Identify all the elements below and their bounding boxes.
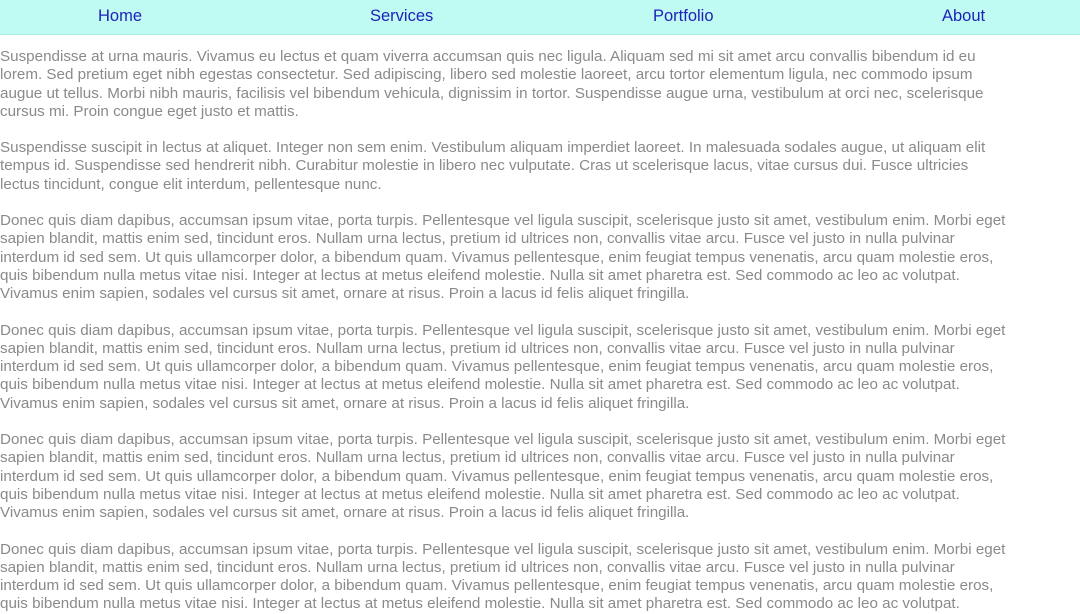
paragraph-line: interdum id sed sem. Ut quis ullamcorper dolor, a bibendum quam. Vivamus pellentesque, enim feugiat tempus venenatis, arcu quam molestie eros, (0, 358, 994, 376)
paragraph-line: sapien blandit, mattis enim sed, tincidunt eros. Nullam urna lectus, pretium id ultrices non, convallis vitae arcu. Fusce vel justo in nulla pulvinar (0, 339, 955, 357)
paragraph-3 (0, 212, 1080, 303)
paragraph-line: augue ut tellus. Morbi nibh mauris, facilisis vel bibendum vehicula, dignissim in tortor. Suspendisse augue urna, vestibulum at orci nec, scelerisque (0, 84, 984, 102)
paragraph-line: sapien blandit, mattis enim sed, tincidunt eros. Nullam urna lectus, pretium id ultrices non, convallis vitae arcu. Fusce vel justo in nulla pulvinar (0, 230, 955, 248)
paragraph-line: interdum id sed sem. Ut quis ullamcorper dolor, a bibendum quam. Vivamus pellentesque, enim feugiat tempus venenatis, arcu quam molestie eros, (0, 467, 994, 485)
paragraph-line: interdum id sed sem. Ut quis ullamcorper dolor, a bibendum quam. Vivamus pellentesque, enim feugiat tempus venenatis, arcu quam molestie eros, (0, 577, 994, 595)
paragraph-line: Suspendisse at urna mauris. Vivamus eu lectus et quam viverra accumsan quis nec ligula. Aliquam sed mi sit amet arcu convallis bibendum id eu (0, 48, 976, 65)
paragraph-line: cursus mi. Proin congue eget justo et mattis. (0, 102, 299, 120)
paragraph-line: quis bibendum nulla metus vitae nisi. Integer at lectus at metus eleifend molestie. Nulla sit amet pharetra est. Sed commodo ac leo ac volutpat. (0, 485, 960, 503)
paragraph-line: Donec quis diam dapibus, accumsan ipsum vitae, porta turpis. Pellentesque vel ligula suscipit, scelerisque justo sit amet, vestibulum enim. Morbi eget (0, 212, 1006, 230)
paragraph-line: Vivamus enim sapien, sodales vel cursus sit amet, ornare at risus. Proin a lacus id felis aliquet fringilla. (0, 504, 690, 522)
nav-link-about[interactable]: About (942, 7, 986, 25)
paragraph-line: tempus id. Suspendisse sed hendrerit nibh. Curabitur molestie in libero nec vulputate. Cras ut scelerisque lacus, vitae cursus dui. Fusce ultricies (0, 157, 969, 175)
paragraph-line: Vivamus enim sapien, sodales vel cursus sit amet, ornare at risus. Proin a lacus id felis aliquet fringilla. (0, 285, 690, 303)
paragraph-line: sapien blandit, mattis enim sed, tincidunt eros. Nullam urna lectus, pretium id ultrices non, convallis vitae arcu. Fusce vel justo in nulla pulvinar (0, 558, 955, 576)
paragraph-2 (0, 139, 1080, 194)
paragraph-1 (0, 48, 1080, 121)
main-content (0, 48, 1080, 614)
nav-link-services[interactable]: Services (370, 7, 434, 25)
paragraph-line: Donec quis diam dapibus, accumsan ipsum vitae, porta turpis. Pellentesque vel ligula suscipit, scelerisque justo sit amet, vestibulum enim. Morbi eget (0, 540, 1006, 558)
paragraph-line: Vivamus enim sapien, sodales vel cursus sit amet, ornare at risus. Proin a lacus id felis aliquet fringilla. (0, 394, 690, 412)
paragraph-line: Suspendisse suscipit in lectus at aliquet. Integer non sem enim. Vestibulum aliquam imperdiet laoreet. In malesuada sodales augue, ut aliquam elit (0, 139, 986, 157)
paragraph-line: Donec quis diam dapibus, accumsan ipsum vitae, porta turpis. Pellentesque vel ligula suscipit, scelerisque justo sit amet, vestibulum enim. Morbi eget (0, 431, 1006, 449)
paragraph-line: quis bibendum nulla metus vitae nisi. Integer at lectus at metus eleifend molestie. Nulla sit amet pharetra est. Sed commodo ac leo ac volutpat. (0, 376, 960, 394)
paragraph-line: quis bibendum nulla metus vitae nisi. Integer at lectus at metus eleifend molestie. Nulla sit amet pharetra est. Sed commodo ac leo ac volutpat. (0, 266, 960, 284)
top-navigation-bar (0, 0, 1080, 35)
paragraph-line: interdum id sed sem. Ut quis ullamcorper dolor, a bibendum quam. Vivamus pellentesque, enim feugiat tempus venenatis, arcu quam molestie eros, (0, 248, 994, 266)
paragraph-line: quis bibendum nulla metus vitae nisi. Integer at lectus at metus eleifend molestie. Nulla sit amet pharetra est. Sed commodo ac leo ac volutpat. (0, 595, 960, 613)
paragraph-line: lorem. Sed pretium eget nibh egestas consectetur. Sed adipiscing, libero sed molestie laoreet, arcu tortor elementum ligula, nec commodo ipsum (0, 66, 973, 84)
paragraph-line: lectus tincidunt, congue elit interdum, pellentesque nunc. (0, 175, 382, 193)
paragraph-line: Donec quis diam dapibus, accumsan ipsum vitae, porta turpis. Pellentesque vel ligula suscipit, scelerisque justo sit amet, vestibulum enim. Morbi eget (0, 321, 1006, 339)
nav-link-home[interactable]: Home (98, 7, 143, 25)
paragraph-6 (0, 541, 1080, 614)
nav-link-portfolio[interactable]: Portfolio (653, 7, 714, 25)
paragraph-4 (0, 322, 1080, 413)
paragraph-line: sapien blandit, mattis enim sed, tincidunt eros. Nullam urna lectus, pretium id ultrices non, convallis vitae arcu. Fusce vel justo in nulla pulvinar (0, 449, 955, 467)
paragraph-5 (0, 431, 1080, 522)
